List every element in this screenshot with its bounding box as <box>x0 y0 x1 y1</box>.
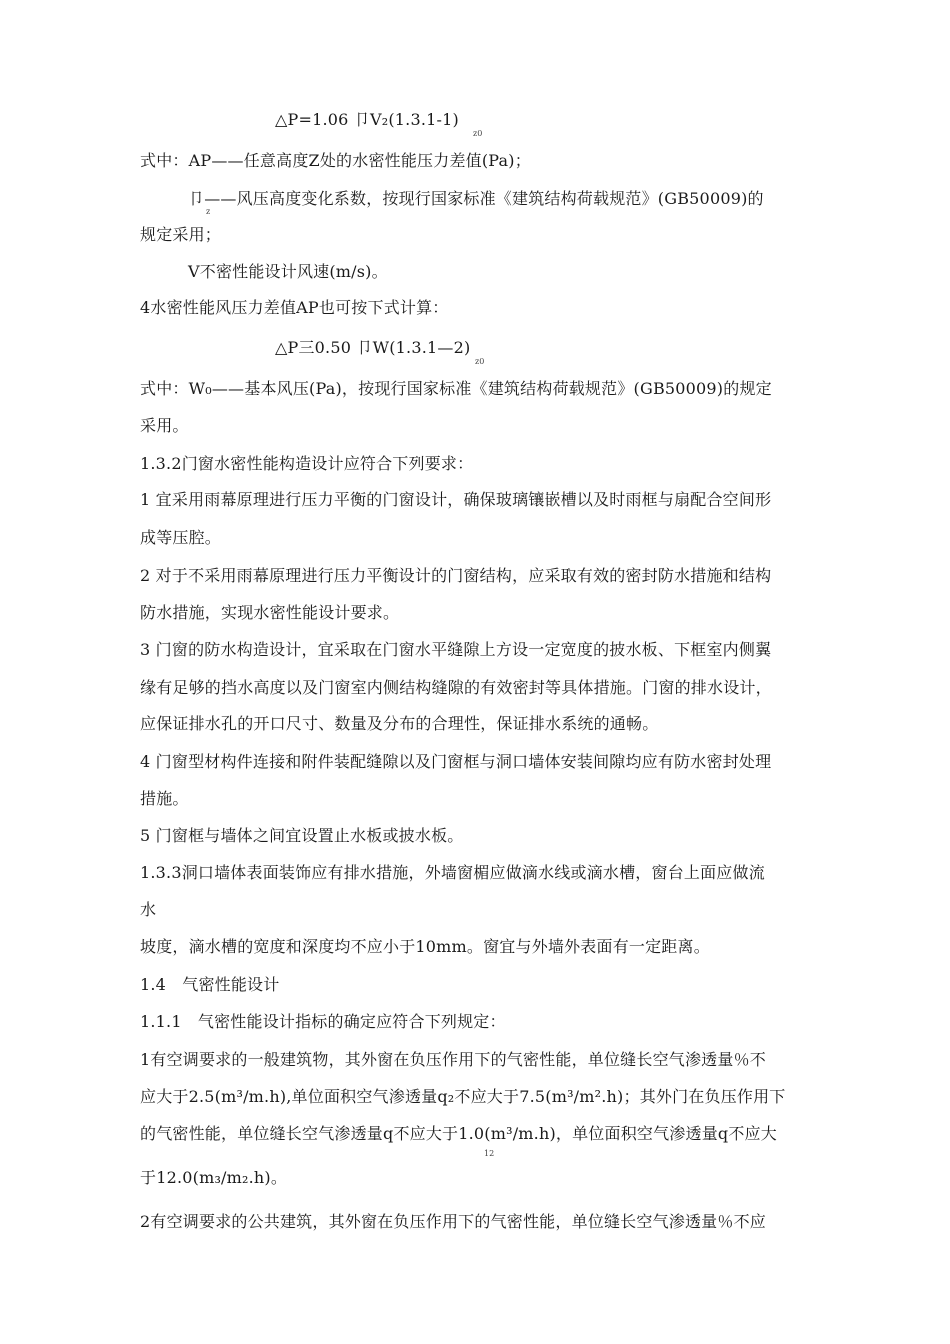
text-line: 3 门窗的防水构造设计，宜采取在门窗水平缝隙上方设一定宽度的披水板、下框室内侧翼 <box>140 640 772 659</box>
text-line: 4水密性能风压力差值AP也可按下式计算： <box>140 298 449 317</box>
rho-subscript: z <box>206 207 211 216</box>
text-line: 采用。 <box>140 416 189 435</box>
text-line: 式中：W₀——基本风压(Pa)，按现行国家标准《建筑结构荷载规范》(GB50009)的规定 <box>140 379 772 398</box>
text-line: 防水措施，实现水密性能设计要求。 <box>140 603 400 622</box>
text-line: 4 门窗型材构件连接和附件装配缝隙以及门窗框与洞口墙体安装间隙均应有防水密封处理 <box>140 752 772 771</box>
text-line: 于12.0(m₃/m₂.h)。 <box>140 1168 288 1187</box>
section-heading: 1.3.3洞口墙体表面装饰应有排水措施，外墙窗楣应做滴水线或滴水槽，窗台上面应做流 <box>140 863 765 882</box>
text-line: 2 对于不采用雨幕原理进行压力平衡设计的门窗结构，应采取有效的密封防水措施和结构 <box>140 566 772 585</box>
text-line: 1 宜采用雨幕原理进行压力平衡的门窗设计，确保玻璃镶嵌槽以及时雨框与扇配合空间形 <box>140 490 772 509</box>
equation-2-subscript: z0 <box>475 357 485 366</box>
text-line: 应大于2.5(m³/m.h),单位面积空气渗透量q₂不应大于7.5(m³/m².h)；其外门在负压作用下 <box>140 1087 786 1106</box>
section-heading: 1.4 气密性能设计 <box>140 975 280 994</box>
text-line: 卩——风压高度变化系数，按现行国家标准《建筑结构荷载规范》(GB50009)的 <box>188 189 764 208</box>
text-line: 坡度，滴水槽的宽度和深度均不应小于10mm。窗宜与外墙外表面有一定距离。 <box>140 937 710 956</box>
text-line: 规定采用； <box>140 225 222 244</box>
text-line: 式中：AP——任意高度Z处的水密性能压力差值(Pa)； <box>140 151 531 170</box>
equation-1: △P=1.06 卩V₂(1.3.1-1) <box>275 110 459 129</box>
text-line: 措施。 <box>140 789 189 808</box>
text-line: 2有空调要求的公共建筑，其外窗在负压作用下的气密性能，单位缝长空气渗透量％不应 <box>140 1212 766 1231</box>
text-line: V不密性能设计风速(m/s)。 <box>188 262 388 281</box>
equation-2: △P三0.50 卩W(1.3.1—2) <box>275 338 471 357</box>
q12-subscript: 12 <box>484 1149 495 1158</box>
section-heading: 1.1.1 气密性能设计指标的确定应符合下列规定： <box>140 1012 506 1031</box>
text-line: 1有空调要求的一般建筑物，其外窗在负压作用下的气密性能，单位缝长空气渗透量％不 <box>140 1050 766 1069</box>
equation-1-subscript: z0 <box>473 129 483 138</box>
text-line: 5 门窗框与墙体之间宜设置止水板或披水板。 <box>140 826 464 845</box>
text-line: 应保证排水孔的开口尺寸、数量及分布的合理性，保证排水系统的通畅。 <box>140 714 659 733</box>
text-line: 缘有足够的挡水高度以及门窗室内侧结构缝隙的有效密封等具体措施。门窗的排水设计， <box>140 678 772 697</box>
text-line: 的气密性能，单位缝长空气渗透量q不应大于1.0(m³/m.h)，单位面积空气渗透量q不应大 <box>140 1124 777 1143</box>
section-heading: 1.3.2门窗水密性能构造设计应符合下列要求： <box>140 454 474 473</box>
text-line: 水 <box>140 900 157 919</box>
text-line: 成等压腔。 <box>140 528 222 547</box>
